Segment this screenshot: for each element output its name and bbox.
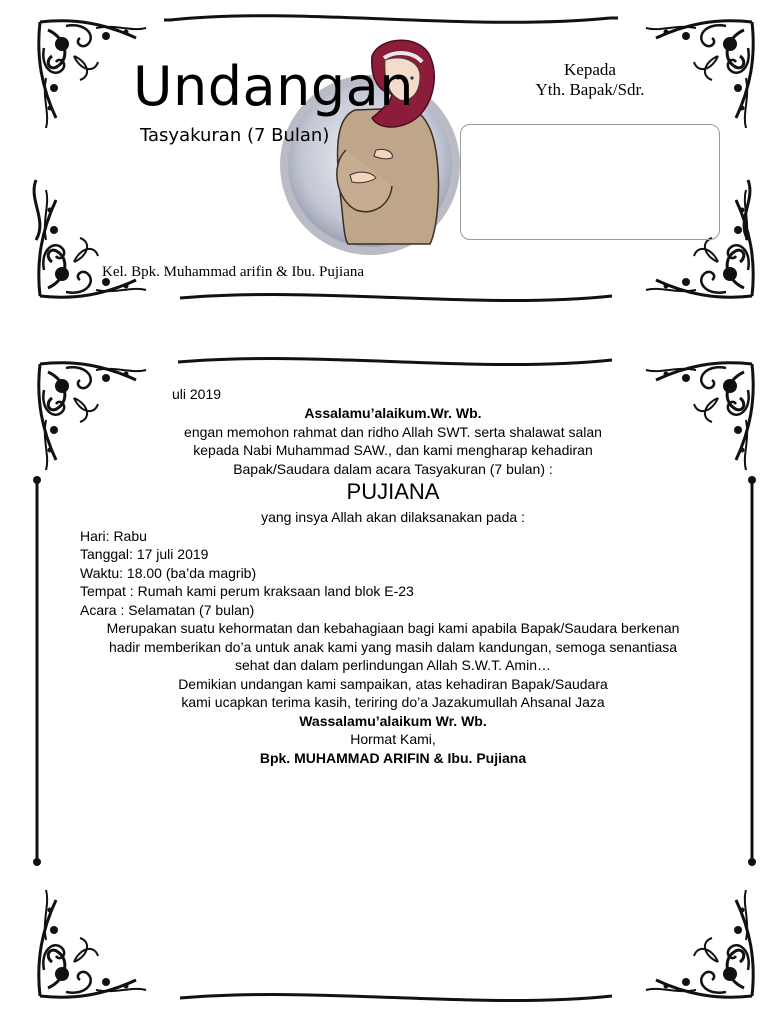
detail-time: Waktu: 18.00 (ba’da magrib) — [80, 565, 257, 581]
body-line: hadir memberikan do’a untuk anak kami yang masih dalam kandungan, semoga senantiasa — [108, 639, 678, 655]
invitation-title: Undangan — [133, 55, 414, 118]
detail-day: Hari: Rabu — [80, 528, 147, 544]
body-line: kami ucapkan terima kasih, teriring do’a Jazakumullah Ahsanal Jaza — [181, 694, 605, 710]
kepada-text: Kepada — [564, 60, 616, 79]
celebrant-name: PUJIANA — [346, 479, 440, 504]
regards: Hormat Kami, — [350, 731, 436, 747]
intro-line: engan memohon rahmat dan ridho Allah SWT. serta shalawat salan — [184, 424, 602, 440]
recipient-label — [520, 60, 660, 100]
body-line: Merupakan suatu kehormatan dan kebahagiaan bagi kami apabila Bapak/Saudara berkenan — [106, 620, 680, 636]
body-line: Demikian undangan kami sampaikan, atas kehadiran Bapak/Saudara — [178, 676, 608, 692]
greeting: Assalamu’alaikum.Wr. Wb. — [304, 405, 482, 421]
intro-line: Bapak/Saudara dalam acara Tasyakuran (7 bulan) : — [233, 461, 553, 477]
lead-in: yang insya Allah akan dilaksanakan pada : — [261, 509, 525, 525]
intro-line: kepada Nabi Muhammad SAW., dan kami mengharap kehadiran — [193, 442, 593, 458]
signature: Bpk. MUHAMMAD ARIFIN & Ibu. Pujiana — [259, 750, 527, 766]
yth-text: Yth. Bapak/Sdr. — [535, 80, 645, 99]
closing: Wassalamu’alaikum Wr. Wb. — [299, 713, 487, 729]
invitation-subtitle: Tasyakuran (7 Bulan) — [140, 125, 330, 146]
body-line: sehat dan dalam perlindungan Allah S.W.T. Amin… — [235, 657, 551, 673]
address-box — [460, 124, 720, 240]
date-line: uli 2019 — [172, 386, 222, 402]
detail-place: Tempat : Rumah kami perum kraksaan land blok E-23 — [80, 583, 414, 599]
detail-event: Acara : Selamatan (7 bulan) — [80, 602, 255, 618]
detail-date: Tanggal: 17 juli 2019 — [80, 546, 209, 562]
family-name: Kel. Bpk. Muhammad arifin & Ibu. Pujiana — [102, 264, 365, 280]
